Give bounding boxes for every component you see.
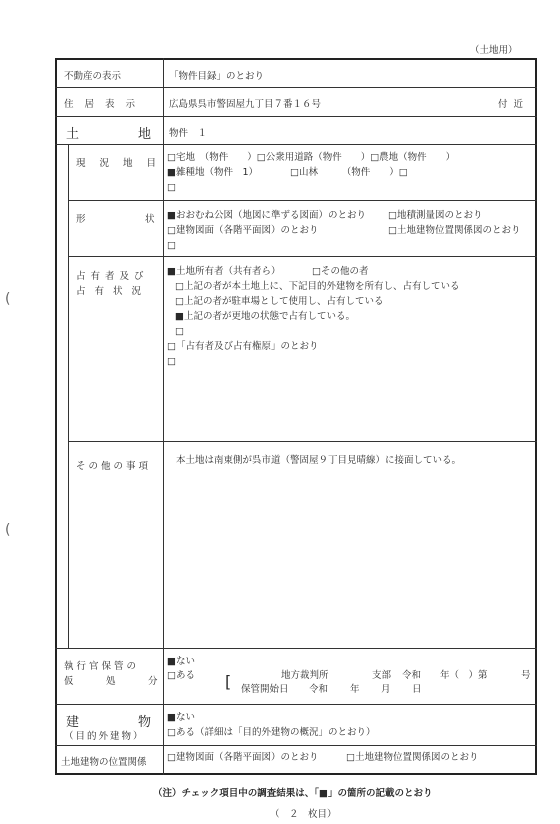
other-matters-text: 本土地は南東側が呉市道（警固屋９丁目見晴線）に接面している。 xyxy=(176,455,462,466)
custody-label-2a: 仮 xyxy=(64,676,74,687)
custody-label-1: 執行官保管の xyxy=(64,661,140,672)
binding-mark: ( xyxy=(5,522,11,538)
occupant-line-1b: □その他の者 xyxy=(312,266,369,277)
custody-branch: 支部 xyxy=(372,670,392,681)
binding-mark: ( xyxy=(5,291,11,307)
occupant-line-3: □上記の者が駐車場として使用し、占有している xyxy=(175,296,384,307)
occupant-label-2: 占有状況 xyxy=(76,286,151,297)
location-label: 土地建物の位置関係 xyxy=(61,757,147,768)
custody-start-label: 保管開始日 xyxy=(241,684,289,695)
occupant-line-2: □上記の者が本土地上に、下記目的外建物を所有し、占有している xyxy=(175,281,460,292)
current-use-line-1: □宅地 （物件 ）□公衆用道路（物件 ）□農地（物件 ） xyxy=(167,152,456,163)
location-value-b: □土地建物位置関係図のとおり xyxy=(346,752,479,763)
shape-line-2b: □土地建物位置関係図のとおり xyxy=(388,225,521,236)
current-use-label: 現況地目 xyxy=(76,158,171,169)
custody-case: 年（ ）第 xyxy=(440,670,488,681)
building-label-1: 建 xyxy=(66,715,80,730)
shape-line-2a: □建物図面（各階平面図）のとおり xyxy=(167,225,319,236)
location-value-a: □建物図面（各階平面図）のとおり xyxy=(167,752,319,763)
address-label: 住居表示 xyxy=(64,99,147,110)
page-number: （ ２ 枚目） xyxy=(270,809,337,820)
shape-label-1: 形 xyxy=(76,214,86,225)
footnote: （注）チェック項目中の調査結果は、「■」の箇所の記載のとおり xyxy=(153,788,433,799)
display-label: 不動産の表示 xyxy=(64,71,122,82)
custody-label-2b: 処 xyxy=(106,676,116,687)
occupant-line-7: □ xyxy=(167,356,176,367)
bracket-icon: [ xyxy=(225,672,232,691)
display-value: 「物件目録」のとおり xyxy=(169,71,265,82)
address-value: 広島県呉市警固屋九丁目７番１６号 xyxy=(169,99,322,110)
current-use-line-2a: ■雑種地（物件 1） xyxy=(167,167,259,178)
building-label-2: 物 xyxy=(138,715,152,730)
occupant-line-4: ■上記の者が更地の状態で占有している。 xyxy=(175,311,355,322)
land-label-2: 地 xyxy=(138,127,152,142)
custody-label-2c: 分 xyxy=(148,676,158,687)
shape-line-1a: ■おおむね公図（地図に準ずる図面）のとおり xyxy=(167,210,366,221)
custody-exists: □ある xyxy=(167,670,195,681)
custody-era: 令和 xyxy=(402,670,422,681)
form-type-note: （土地用） xyxy=(470,45,518,56)
custody-year: 年 xyxy=(350,684,360,695)
current-use-line-2b: □山林 （物件 ）□ xyxy=(290,167,408,178)
shape-label-2: 状 xyxy=(145,214,155,225)
shape-line-1b: □地積測量図のとおり xyxy=(388,210,483,221)
custody-num: 号 xyxy=(521,670,531,681)
building-exists: □ある（詳細は「目的外建物の概況」のとおり） xyxy=(167,727,376,738)
land-label-1: 土 xyxy=(66,127,80,142)
custody-day: 日 xyxy=(412,684,422,695)
occupant-label-1: 占有者及び xyxy=(76,271,149,282)
other-matters-label: その他の事項 xyxy=(76,461,152,472)
custody-start-era: 令和 xyxy=(309,684,329,695)
custody-none: ■ない xyxy=(167,656,195,667)
occupant-line-6: □「占有者及び占有権原」のとおり xyxy=(167,341,319,352)
building-sub-label: （目的外建物） xyxy=(64,731,145,742)
building-none: ■ない xyxy=(167,712,195,723)
current-use-line-3: □ xyxy=(167,182,176,193)
land-item-value: 物件 １ xyxy=(169,128,208,139)
custody-month: 月 xyxy=(381,684,391,695)
shape-line-3: □ xyxy=(167,240,176,251)
occupant-line-5: □ xyxy=(175,326,184,337)
occupant-line-1a: ■土地所有者（共有者ら） xyxy=(167,266,281,277)
address-suffix: 付近 xyxy=(498,99,530,110)
custody-court: 地方裁判所 xyxy=(281,670,329,681)
